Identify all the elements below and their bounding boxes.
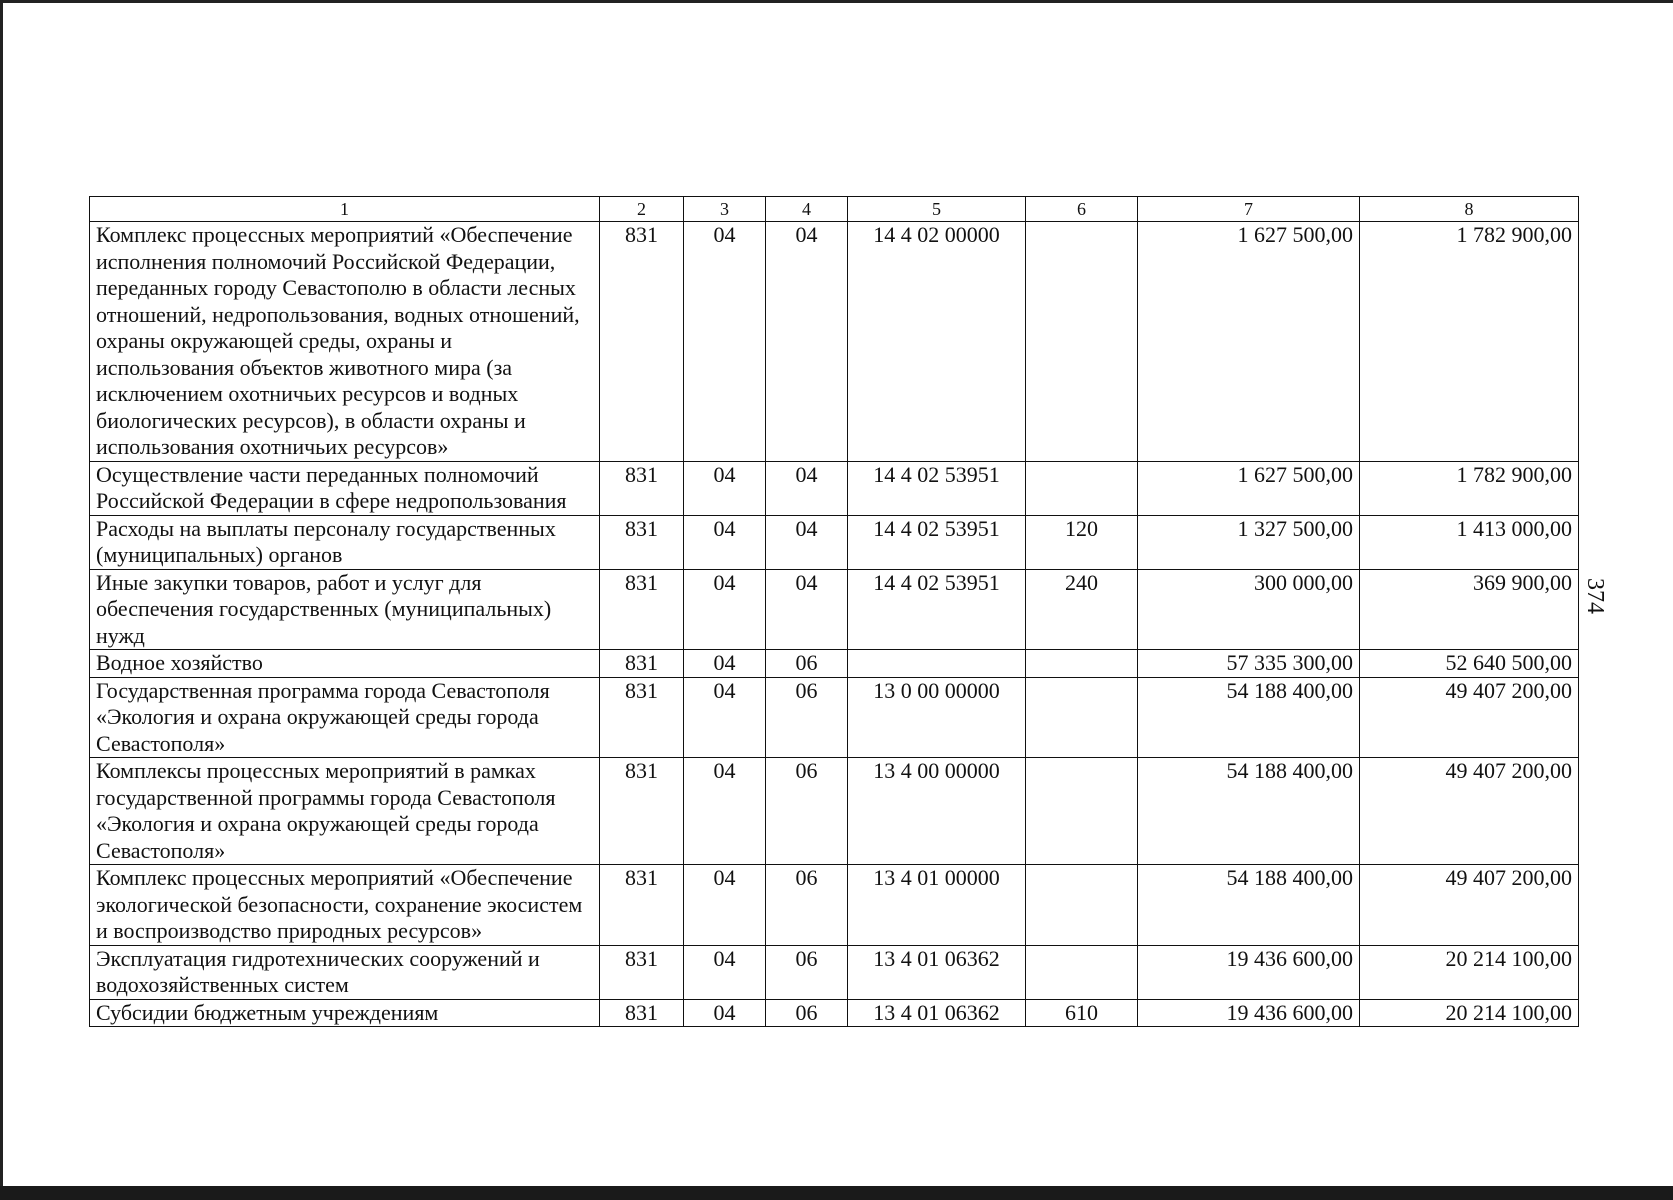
table-row [90, 865, 1579, 946]
cell-amount-7: 300 000,00 [1138, 569, 1360, 650]
cell-code-2: 831 [600, 569, 684, 650]
cell-code-2: 831 [600, 650, 684, 678]
cell-amount-7: 1 627 500,00 [1138, 461, 1360, 515]
table-row [90, 222, 1579, 462]
cell-amount-8: 49 407 200,00 [1360, 865, 1579, 946]
cell-code-5: 13 4 01 00000 [848, 865, 1026, 946]
header-cell: 5 [848, 197, 1026, 222]
header-cell: 1 [90, 197, 600, 222]
cell-amount-7: 19 436 600,00 [1138, 945, 1360, 999]
cell-code-3: 04 [684, 515, 766, 569]
cell-code-6 [1026, 945, 1138, 999]
cell-amount-7: 54 188 400,00 [1138, 758, 1360, 865]
cell-amount-8: 20 214 100,00 [1360, 999, 1579, 1027]
cell-code-2: 831 [600, 222, 684, 462]
table-row [90, 677, 1579, 758]
cell-code-2: 831 [600, 515, 684, 569]
cell-code-4: 06 [766, 677, 848, 758]
cell-code-6 [1026, 222, 1138, 462]
table-row [90, 461, 1579, 515]
cell-code-4: 04 [766, 515, 848, 569]
cell-code-4: 04 [766, 569, 848, 650]
cell-code-3: 04 [684, 650, 766, 678]
cell-name: Иные закупки товаров, работ и услуг для обеспечения государственных (муниципальных) нужд [90, 569, 600, 650]
header-cell: 7 [1138, 197, 1360, 222]
table-header-row [90, 197, 1579, 222]
cell-code-2: 831 [600, 758, 684, 865]
cell-code-4: 04 [766, 461, 848, 515]
cell-code-5: 14 4 02 53951 [848, 569, 1026, 650]
cell-code-6: 610 [1026, 999, 1138, 1027]
cell-amount-7: 54 188 400,00 [1138, 677, 1360, 758]
scan-edge-left [0, 0, 3, 1200]
cell-code-3: 04 [684, 222, 766, 462]
cell-code-6 [1026, 758, 1138, 865]
cell-code-6: 120 [1026, 515, 1138, 569]
header-cell: 2 [600, 197, 684, 222]
cell-name: Комплекс процессных мероприятий «Обеспечение экологической безопасности, сохранение экосистем и воспроизводство природных ресурсов» [90, 865, 600, 946]
cell-name: Государственная программа города Севастополя «Экология и охрана окружающей среды города Севастополя» [90, 677, 600, 758]
cell-amount-8: 52 640 500,00 [1360, 650, 1579, 678]
cell-code-3: 04 [684, 461, 766, 515]
cell-name: Эксплуатация гидротехнических сооружений и водохозяйственных систем [90, 945, 600, 999]
table-row [90, 515, 1579, 569]
cell-code-5: 13 4 01 06362 [848, 945, 1026, 999]
cell-code-3: 04 [684, 569, 766, 650]
scan-edge-top [0, 0, 1673, 3]
cell-code-6 [1026, 650, 1138, 678]
cell-code-6 [1026, 865, 1138, 946]
cell-code-3: 04 [684, 758, 766, 865]
cell-name: Расходы на выплаты персоналу государственных (муниципальных) органов [90, 515, 600, 569]
cell-code-6 [1026, 677, 1138, 758]
cell-code-3: 04 [684, 999, 766, 1027]
cell-code-4: 06 [766, 758, 848, 865]
cell-amount-7: 1 627 500,00 [1138, 222, 1360, 462]
cell-name: Комплексы процессных мероприятий в рамках государственной программы города Севастополя «Экология и охрана окружающей среды города Севастополя» [90, 758, 600, 865]
header-cell: 8 [1360, 197, 1579, 222]
cell-amount-8: 20 214 100,00 [1360, 945, 1579, 999]
cell-amount-7: 19 436 600,00 [1138, 999, 1360, 1027]
cell-code-5 [848, 650, 1026, 678]
header-cell: 4 [766, 197, 848, 222]
cell-amount-8: 1 782 900,00 [1360, 222, 1579, 462]
cell-amount-8: 49 407 200,00 [1360, 758, 1579, 865]
cell-name: Водное хозяйство [90, 650, 600, 678]
cell-name: Комплекс процессных мероприятий «Обеспечение исполнения полномочий Российской Федерации, переданных городу Севастополю в области лесных отношений, недропользования, водных отношений, охраны окружающей среды, охраны и использования объектов животного мира (за исключением охотничьих ресурсов и водных биологических ресурсов), в области охраны и использования охотничьих ресурсов» [90, 222, 600, 462]
cell-amount-8: 369 900,00 [1360, 569, 1579, 650]
cell-code-5: 13 4 01 06362 [848, 999, 1026, 1027]
cell-code-2: 831 [600, 461, 684, 515]
cell-code-4: 06 [766, 865, 848, 946]
cell-amount-7: 1 327 500,00 [1138, 515, 1360, 569]
cell-code-4: 06 [766, 999, 848, 1027]
cell-code-3: 04 [684, 865, 766, 946]
budget-table [89, 196, 1579, 1027]
cell-code-6: 240 [1026, 569, 1138, 650]
table-row [90, 945, 1579, 999]
cell-code-5: 13 4 00 00000 [848, 758, 1026, 865]
table-row [90, 999, 1579, 1027]
cell-amount-8: 49 407 200,00 [1360, 677, 1579, 758]
cell-code-4: 04 [766, 222, 848, 462]
cell-amount-8: 1 782 900,00 [1360, 461, 1579, 515]
cell-code-4: 06 [766, 650, 848, 678]
cell-code-5: 14 4 02 53951 [848, 515, 1026, 569]
cell-code-3: 04 [684, 945, 766, 999]
cell-code-2: 831 [600, 999, 684, 1027]
cell-amount-7: 54 188 400,00 [1138, 865, 1360, 946]
cell-code-2: 831 [600, 865, 684, 946]
cell-amount-8: 1 413 000,00 [1360, 515, 1579, 569]
cell-name: Субсидии бюджетным учреждениям [90, 999, 600, 1027]
cell-code-2: 831 [600, 677, 684, 758]
header-cell: 6 [1026, 197, 1138, 222]
table-row [90, 650, 1579, 678]
header-cell: 3 [684, 197, 766, 222]
cell-code-6 [1026, 461, 1138, 515]
cell-code-5: 13 0 00 00000 [848, 677, 1026, 758]
table-row [90, 569, 1579, 650]
cell-amount-7: 57 335 300,00 [1138, 650, 1360, 678]
cell-code-2: 831 [600, 945, 684, 999]
cell-code-5: 14 4 02 00000 [848, 222, 1026, 462]
cell-code-3: 04 [684, 677, 766, 758]
table-row [90, 758, 1579, 865]
scan-edge-bottom [0, 1186, 1673, 1200]
cell-code-4: 06 [766, 945, 848, 999]
page-number: 374 [1582, 578, 1608, 614]
cell-code-5: 14 4 02 53951 [848, 461, 1026, 515]
cell-name: Осуществление части переданных полномочий Российской Федерации в сфере недропользования [90, 461, 600, 515]
